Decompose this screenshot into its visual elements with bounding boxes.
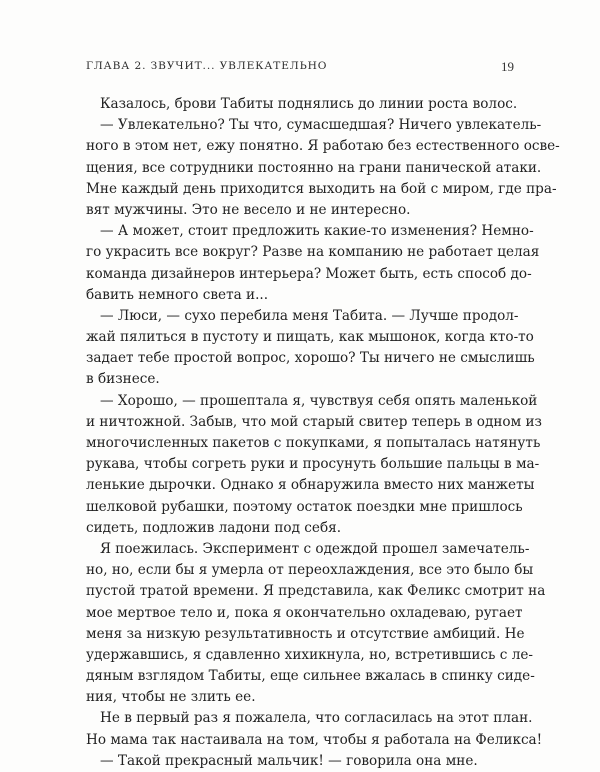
text-line: Но мама так настаивала на том, чтобы я работала на Феликса! [86,731,543,748]
text-line: пустой тратой времени. Я представила, как Феликс смотрит на [86,583,546,600]
text-line: команда дизайнеров интерьера? Может быть, есть способ до- [86,265,532,282]
paragraph [86,751,516,772]
text-line: шелковой рубашки, поэтому остаток поездки мне пришлось [86,498,523,515]
text-line: — А может, стоит предложить какие-то изменения? Немно- [100,223,534,240]
text-line: удержавшись, я сдавленно хихикнула, но, встретившись с ле- [86,646,533,663]
text-line: рукава, чтобы согреть руки и просунуть большие пальцы в ма- [86,456,540,473]
text-line: задает тебе простой вопрос, хорошо? Ты ничего не смыслишь [86,350,535,367]
text-line: ния, чтобы не злить ее. [86,689,256,706]
text-line: бавить немного света и... [86,286,269,303]
text-line: — Увлекательно? Ты что, сумасшедшая? Ничего увлекатель- [100,117,542,134]
page-number: 19 [501,59,514,74]
paragraph [86,539,546,709]
chapter-title: ГЛАВА 2. ЗВУЧИТ... УВЛЕКАТЕЛЬНО [86,60,328,72]
text-line: Мне каждый день приходится выходить на бой с миром, где пра- [86,180,557,197]
text-line: щения, все сотрудники постоянно на грани панической атаки. [86,159,542,176]
text-line: меня за низкую результативность и отсутствие амбиций. Не [86,625,525,642]
paragraph [86,221,540,306]
text-line: ного в этом нет, ежу понятно. Я работаю без естественного осве- [86,138,560,155]
text-line: Казалось, брови Табиты поднялись до линии роста волос. [100,96,518,112]
body-text [86,94,560,772]
text-line: Я поежилась. Эксперимент с одеждой прошел замечатель- [100,540,530,557]
text-line: вят мужчины. Это не весело и не интересно. [86,201,411,218]
text-line: и ничтожной. Забыв, что мой старый свитер теперь в одном из [86,413,542,430]
text-line: сидеть, подложив ладони под себя. [86,519,342,536]
text-line: мое мертвое тело и, пока я окончательно охладеваю, ругает [86,604,523,621]
running-header [86,60,514,76]
text-line: но, но, если бы я умерла от переохлаждения, все это было бы [86,562,534,579]
text-line: Не в первый раз я пожалела, что согласилась на этот план. [100,710,533,727]
text-line: дяным взглядом Табиты, еще сильнее вжалась в спинку сиде- [86,668,535,685]
text-line: в бизнесе. [86,371,160,388]
text-line: жай пялиться в пустоту и пищать, как мышонок, когда кто-то [86,329,534,346]
paragraph [86,708,543,750]
text-line: — Хорошо, — прошептала я, чувствуя себя опять маленькой [100,392,538,409]
text-line: го украсить все вокруг? Разве на компанию не работает целая [86,244,540,261]
text-line: ленькие дырочки. Однако я обнаружила вместо них манжеты [86,477,535,494]
paragraph [86,115,560,221]
paragraph [86,391,542,539]
paragraph [86,94,516,115]
text-line: — Такой прекрасный мальчик! — говорила она мне. [100,752,478,769]
paragraph [86,306,535,391]
text-line: — Люси, — сухо перебила меня Табита. — Лучше продол- [100,307,519,324]
text-line: многочисленных пакетов с покупками, я попыталась натянуть [86,435,541,451]
